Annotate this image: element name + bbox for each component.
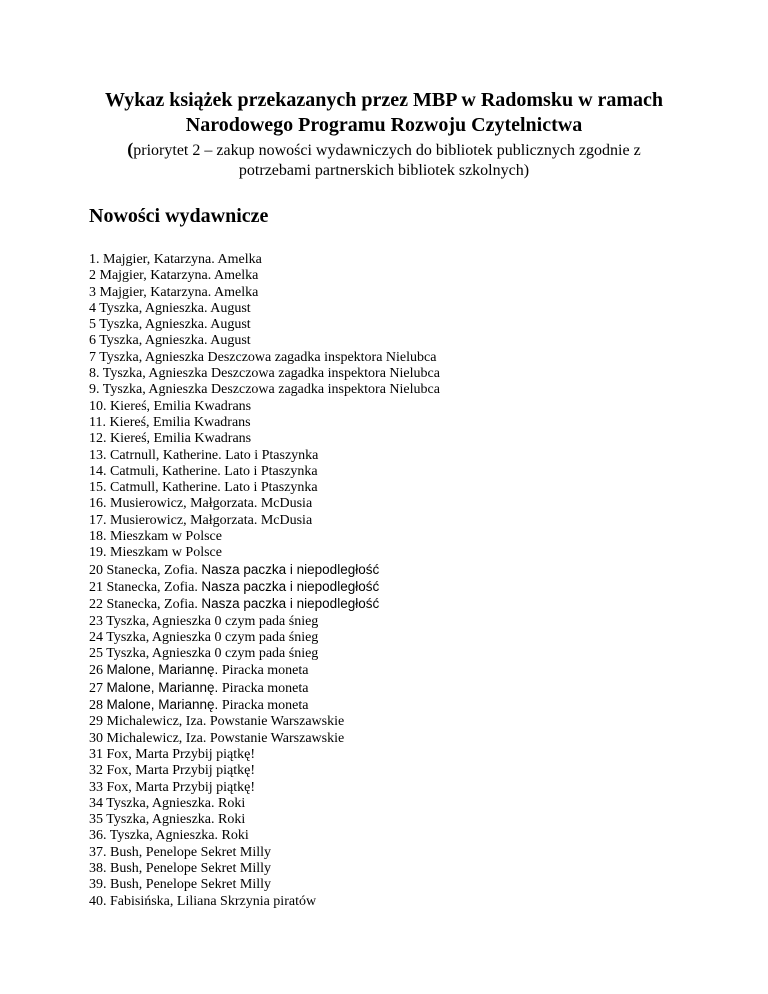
- list-item-suffix: Piracka moneta: [218, 663, 309, 679]
- list-item-prefix: 27: [89, 680, 107, 696]
- list-item-prefix: 17. Musierowicz, Małgorzata. McDusia: [89, 512, 313, 528]
- list-item: [89, 448, 440, 464]
- list-item: [89, 697, 440, 714]
- list-item-prefix: 18. Mieszkam w Polsce: [89, 529, 222, 545]
- list-item: [89, 763, 440, 779]
- list-item: [89, 415, 440, 431]
- list-item-prefix: 8. Tyszka, Agnieszka Deszczowa zagadka inspektora Nielubca: [89, 366, 440, 382]
- list-item: [89, 350, 440, 366]
- list-item: [89, 731, 440, 747]
- list-item: [89, 714, 440, 730]
- list-item-prefix: 39. Bush, Penelope Sekret Milly: [89, 877, 271, 893]
- list-item-prefix: 19. Mieszkam w Polsce: [89, 545, 222, 561]
- list-item: [89, 894, 440, 910]
- list-item-prefix: 3 Majgier, Katarzyna. Amelka: [89, 284, 259, 300]
- list-item-prefix: 7 Tyszka, Agnieszka Deszczowa zagadka inspektora Nielubca: [89, 349, 437, 365]
- list-item-prefix: 25 Tyszka, Agnieszka 0 czym pada śnieg: [89, 646, 319, 662]
- list-item: [89, 680, 440, 697]
- subtitle-line-1-text: priorytet 2 – zakup nowości wydawniczych do bibliotek publicznych zgodnie z: [133, 142, 641, 159]
- list-item: [89, 812, 440, 828]
- list-item-prefix: 36. Tyszka, Agnieszka. Roki: [89, 828, 249, 844]
- list-item-prefix: 28: [89, 698, 107, 714]
- list-item-prefix: 6 Tyszka, Agnieszka. August: [89, 333, 251, 349]
- list-item-prefix: 14. Catmuli, Katherine. Lato i Ptaszynka: [89, 463, 318, 479]
- section-heading: Nowości wydawnicze: [89, 205, 269, 227]
- document-subtitle: [60, 139, 708, 181]
- list-item: [89, 877, 440, 893]
- list-item: [89, 431, 440, 447]
- list-item-prefix: 15. Catmull, Katherine. Lato i Ptaszynka: [89, 480, 318, 496]
- list-item: [89, 480, 440, 496]
- list-item-prefix: 12. Kiereś, Emilia Kwadrans: [89, 431, 252, 447]
- list-item: [89, 317, 440, 333]
- list-item: [89, 366, 440, 382]
- list-item: [89, 496, 440, 512]
- list-item-prefix: 1. Majgier, Katarzyna. Amelka: [89, 252, 262, 267]
- list-item-prefix: 2 Majgier, Katarzyna. Amelka: [89, 268, 259, 284]
- list-item: [89, 579, 440, 596]
- list-item-prefix: 40. Fabisińska, Liliana Skrzynia piratów: [89, 893, 317, 909]
- title-line-2: Narodowego Programu Rozwoju Czytelnictwa: [185, 114, 583, 136]
- list-item: [89, 285, 440, 301]
- subtitle-open-paren: (: [127, 139, 134, 159]
- list-item-prefix: 16. Musierowicz, Małgorzata. McDusia: [89, 496, 313, 512]
- list-item-prefix: 24 Tyszka, Agnieszka 0 czym pada śnieg: [89, 629, 319, 645]
- document-title: [60, 88, 708, 138]
- list-item: [89, 861, 440, 877]
- list-item-prefix: 4 Tyszka, Agnieszka. August: [89, 300, 251, 316]
- list-item-prefix: 37. Bush, Penelope Sekret Milly: [89, 844, 271, 860]
- list-item-prefix: 30 Michalewicz, Iza. Powstanie Warszawskie: [89, 730, 345, 746]
- list-item: [89, 545, 440, 561]
- list-item: [89, 630, 440, 646]
- list-item-suffix: Piracka moneta: [218, 680, 309, 696]
- list-item: [89, 399, 440, 415]
- list-item-prefix: 13. Catrnull, Katherine. Lato i Ptaszynka: [89, 447, 319, 463]
- list-item: [89, 268, 440, 284]
- list-item-prefix: 35 Tyszka, Agnieszka. Roki: [89, 812, 246, 828]
- list-item-prefix: 38. Bush, Penelope Sekret Milly: [89, 860, 271, 876]
- list-item-sans: Nasza paczka i niepodległość: [201, 596, 380, 612]
- list-item-prefix: 23 Tyszka, Agnieszka 0 czym pada śnieg: [89, 613, 319, 629]
- book-list: [89, 252, 440, 910]
- list-item-prefix: 9. Tyszka, Agnieszka Deszczowa zagadka inspektora Nielubca: [89, 382, 440, 398]
- list-item: [89, 252, 440, 268]
- list-item: [89, 646, 440, 662]
- list-item: [89, 747, 440, 763]
- list-item: [89, 562, 440, 579]
- list-item-suffix: Piracka moneta: [218, 698, 309, 714]
- list-item-prefix: 22 Stanecka, Zofia.: [89, 597, 202, 613]
- list-item-prefix: 10. Kiereś, Emilia Kwadrans: [89, 398, 252, 414]
- list-item-prefix: 26: [89, 663, 107, 679]
- list-item-prefix: 33 Fox, Marta Przybij piątkę!: [89, 779, 256, 795]
- list-item: [89, 662, 440, 679]
- list-item-prefix: 11. Kiereś, Emilia Kwadrans: [89, 414, 251, 430]
- list-item: [89, 382, 440, 398]
- list-item-sans: Malone, Mariannę.: [106, 697, 219, 713]
- list-item: [89, 596, 440, 613]
- subtitle-line-1: [60, 139, 708, 161]
- list-item: [89, 796, 440, 812]
- list-item-prefix: 32 Fox, Marta Przybij piątkę!: [89, 763, 256, 779]
- list-item: [89, 301, 440, 317]
- title-line-1: Wykaz książek przekazanych przez MBP w Radomsku w ramach: [104, 89, 664, 111]
- list-item: [89, 529, 440, 545]
- list-item-prefix: 20 Stanecka, Zofia.: [89, 562, 202, 578]
- list-item-prefix: 31 Fox, Marta Przybij piątkę!: [89, 746, 256, 762]
- list-item-sans: Nasza paczka i niepodległość: [201, 578, 380, 594]
- list-item: [89, 333, 440, 349]
- list-item: [89, 828, 440, 844]
- list-item: [89, 513, 440, 529]
- list-item: [89, 464, 440, 480]
- list-item-prefix: 5 Tyszka, Agnieszka. August: [89, 317, 251, 333]
- list-item-prefix: 34 Tyszka, Agnieszka. Roki: [89, 795, 246, 811]
- list-item: [89, 614, 440, 630]
- list-item-sans: Nasza paczka i niepodległość: [201, 561, 380, 577]
- list-item: [89, 780, 440, 796]
- subtitle-line-2: potrzebami partnerskich bibliotek szkolnych): [238, 162, 530, 179]
- list-item-prefix: 21 Stanecka, Zofia.: [89, 579, 202, 595]
- list-item-sans: Malone, Mariannę.: [106, 679, 219, 695]
- list-item: [89, 845, 440, 861]
- list-item-prefix: 29 Michalewicz, Iza. Powstanie Warszawskie: [89, 714, 345, 730]
- list-item-sans: Malone, Mariannę.: [106, 662, 219, 678]
